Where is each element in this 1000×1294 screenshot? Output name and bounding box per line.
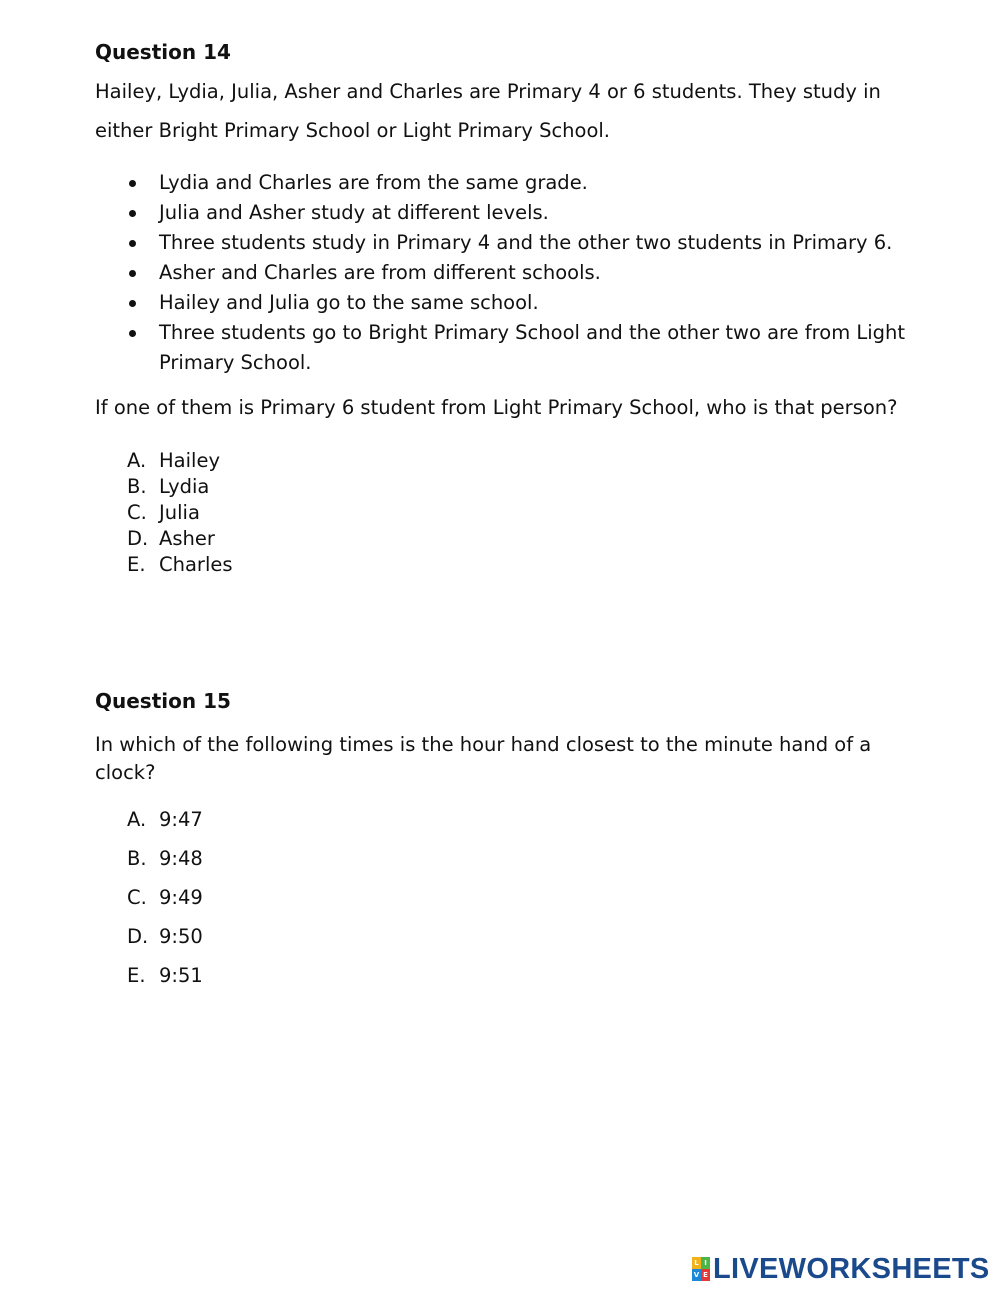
bullet-icon [129,240,136,247]
option-letter: A. [127,449,147,472]
logo-cell: V [693,1271,700,1279]
clue-item [95,258,915,288]
clue-text: Three students go to Bright Primary School and the other two are from Light Primary School. [159,321,906,374]
option-text: 9:49 [159,886,203,909]
option-letter: A. [127,808,147,831]
clue-item [95,168,915,198]
option-text: 9:47 [159,808,203,831]
question-15-options [95,800,203,995]
option-text: Julia [159,501,200,524]
option-text: Charles [159,553,233,576]
clue-text: Asher and Charles are from different schools. [159,261,601,284]
clue-text: Lydia and Charles are from the same grade. [159,171,588,194]
liveworksheets-logo[interactable] [692,1254,990,1284]
option-text: 9:50 [159,925,203,948]
clue-text: Julia and Asher study at different levels. [159,201,549,224]
bullet-icon [129,300,136,307]
bullet-icon [129,210,136,217]
option-letter: D. [127,527,149,550]
answer-option[interactable] [95,956,203,995]
question-14-intro: Hailey, Lydia, Julia, Asher and Charles are Primary 4 or 6 students. They study in either Bright Primary School or Light Primary School. [95,80,881,142]
answer-option[interactable] [95,917,203,956]
bullet-icon [129,330,136,337]
clue-item [95,228,915,258]
option-text: Hailey [159,449,220,472]
option-text: 9:48 [159,847,203,870]
answer-option[interactable] [95,552,233,578]
option-text: Lydia [159,475,210,498]
option-letter: C. [127,501,147,524]
answer-option[interactable] [95,800,203,839]
liveworksheets-logo-text: LIVEWORKSHEETS [713,1253,990,1285]
option-letter: B. [127,847,147,870]
question-15-prompt: In which of the following times is the hour hand closest to the minute hand of a clock? [95,733,872,784]
answer-option[interactable] [95,526,233,552]
logo-cell: I [701,1257,710,1269]
clue-text: Hailey and Julia go to the same school. [159,291,539,314]
clue-item [95,288,915,318]
option-letter: B. [127,475,147,498]
option-letter: E. [127,553,146,576]
answer-option[interactable] [95,500,233,526]
clue-item [95,198,915,228]
answer-option[interactable] [95,448,233,474]
option-letter: D. [127,925,149,948]
answer-option[interactable] [95,878,203,917]
answer-option[interactable] [95,839,203,878]
option-letter: E. [127,964,146,987]
question-14-title: Question 14 [95,40,231,64]
bullet-icon [129,270,136,277]
question-14-clues [95,168,915,378]
question-15-title: Question 15 [95,689,231,713]
clue-item [95,318,915,378]
logo-cell: E [701,1269,710,1281]
clue-text: Three students study in Primary 4 and the other two students in Primary 6. [159,231,893,254]
option-text: 9:51 [159,964,203,987]
logo-cell: L [692,1257,701,1269]
question-14-options [95,448,233,578]
bullet-icon [129,180,136,187]
option-text: Asher [159,527,215,550]
liveworksheets-logo-icon [692,1257,710,1281]
question-14-prompt: If one of them is Primary 6 student from Light Primary School, who is that person? [95,396,898,419]
answer-option[interactable] [95,474,233,500]
option-letter: C. [127,886,147,909]
